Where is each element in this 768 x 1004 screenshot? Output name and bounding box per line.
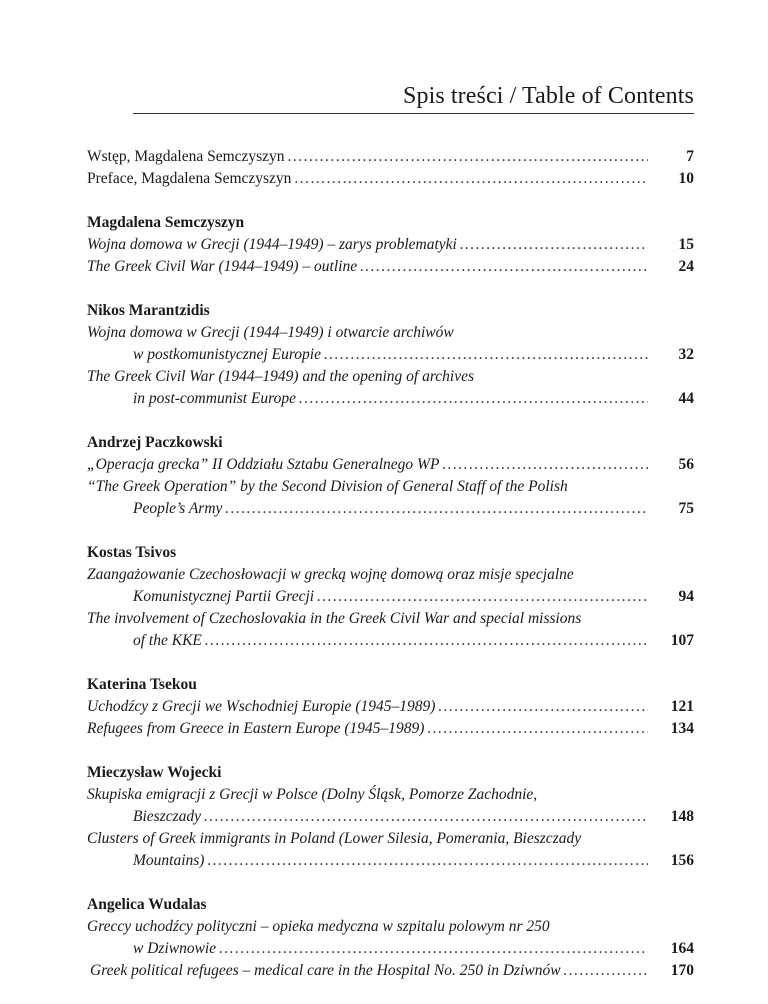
toc-entry-line xyxy=(87,168,694,190)
dot-leader xyxy=(204,850,648,872)
page-number: 32 xyxy=(678,346,694,363)
toc-entry[interactable] xyxy=(87,564,694,608)
toc-section xyxy=(87,300,694,410)
toc-entry[interactable] xyxy=(87,322,694,366)
page-number: 24 xyxy=(678,258,694,275)
dot-leader xyxy=(222,498,648,520)
section-author: Nikos Marantzidis xyxy=(87,302,210,319)
toc-entry-line xyxy=(87,630,694,652)
page-number: 164 xyxy=(670,940,694,957)
toc-entry-line xyxy=(87,388,694,410)
toc-entry-title: of the KKE xyxy=(133,632,202,649)
toc-entry-title: Clusters of Greek immigrants in Poland (Lower Silesia, Pomerania, Bieszczady xyxy=(87,830,582,847)
toc-entry-line xyxy=(87,256,694,278)
toc-entry-title: Zaangażowanie Czechosłowacji w grecką wojnę domową oraz misje specjalne xyxy=(87,566,574,583)
toc-entry-title: The Greek Civil War (1944–1949) – outline xyxy=(87,258,358,275)
toc-entry-title: The Greek Civil War (1944–1949) and the opening of archives xyxy=(87,368,475,385)
dot-leader xyxy=(424,718,648,740)
toc-section xyxy=(87,674,694,740)
toc-entry-title: Wojna domowa w Grecji (1944–1949) – zarys problematyki xyxy=(87,236,457,253)
toc-entry-line xyxy=(87,784,694,806)
toc-entry-title: The involvement of Czechoslovakia in the Greek Civil War and special missions xyxy=(87,610,582,627)
toc-entry[interactable] xyxy=(87,718,694,740)
toc-entry-line xyxy=(87,938,694,960)
toc-entry-title: Wojna domowa w Grecji (1944–1949) i otwarcie archiwów xyxy=(87,324,454,341)
toc-entry[interactable] xyxy=(87,168,694,190)
toc-section xyxy=(87,762,694,872)
section-author: Mieczysław Wojecki xyxy=(87,764,222,781)
toc-entry-line xyxy=(87,344,694,366)
toc-entry-title: Uchodźcy z Grecji we Wschodniej Europie (1945–1989) xyxy=(87,698,436,715)
page-number: 44 xyxy=(678,390,694,407)
dot-leader xyxy=(561,960,648,982)
page-number: 121 xyxy=(670,698,694,715)
toc-entry-title: Greek political refugees – medical care in the Hospital No. 250 in Dziwnów xyxy=(90,962,561,979)
toc-entry-line xyxy=(87,696,694,718)
toc-entry-title: People’s Army xyxy=(133,500,223,517)
dot-leader xyxy=(314,586,648,608)
toc-entry[interactable] xyxy=(87,234,694,256)
toc-entry[interactable] xyxy=(87,784,694,828)
toc-entry[interactable] xyxy=(87,960,694,982)
section-author: Kostas Tsivos xyxy=(87,544,177,561)
toc-entry-line xyxy=(87,476,694,498)
dot-leader xyxy=(216,938,648,960)
toc-entry-title: Refugees from Greece in Eastern Europe (1945–1989) xyxy=(87,720,425,737)
toc-entry[interactable] xyxy=(87,476,694,520)
toc-entry-line xyxy=(87,366,694,388)
dot-leader xyxy=(202,630,648,652)
toc-entry[interactable] xyxy=(87,366,694,410)
toc-entry-line xyxy=(87,564,694,586)
toc-entry-title: w postkomunistycznej Europie xyxy=(133,346,321,363)
dot-leader xyxy=(285,146,648,168)
toc-entry-line xyxy=(87,850,694,872)
page-number: 15 xyxy=(678,236,694,253)
toc-entry-line xyxy=(87,916,694,938)
page-number: 94 xyxy=(678,588,694,605)
page-number: 7 xyxy=(686,148,694,165)
toc-entry[interactable] xyxy=(87,454,694,476)
table-of-contents xyxy=(87,146,694,1004)
section-author: Katerina Tsekou xyxy=(87,676,197,693)
toc-entry-title: Bieszczady xyxy=(133,808,202,825)
page-number: 156 xyxy=(670,852,694,869)
toc-section xyxy=(87,212,694,278)
toc-entry-title: Wstęp, Magdalena Semczyszyn xyxy=(87,148,285,165)
section-author: Andrzej Paczkowski xyxy=(87,434,223,451)
toc-entry-line xyxy=(87,718,694,740)
dot-leader xyxy=(291,168,648,190)
toc-entry[interactable] xyxy=(87,828,694,872)
dot-leader xyxy=(435,696,648,718)
toc-entry-title: Skupiska emigracji z Grecji w Polsce (Dolny Śląsk, Pomorze Zachodnie, xyxy=(87,786,538,803)
dot-leader xyxy=(357,256,648,278)
page-number: 56 xyxy=(678,456,694,473)
toc-entry-line xyxy=(87,806,694,828)
page-number: 107 xyxy=(670,632,694,649)
toc-entry-title: Komunistycznej Partii Grecji xyxy=(133,588,315,605)
dot-leader xyxy=(439,454,648,476)
toc-entry-line xyxy=(87,498,694,520)
page-title: Spis treści / Table of Contents xyxy=(403,83,694,109)
page-number: 75 xyxy=(678,500,694,517)
dot-leader xyxy=(321,344,648,366)
toc-entry-line xyxy=(87,322,694,344)
toc-section xyxy=(87,894,694,982)
section-author: Angelica Wudalas xyxy=(87,896,207,913)
toc-entry-title: “The Greek Operation” by the Second Division of General Staff of the Polish xyxy=(87,478,568,495)
toc-entry-line xyxy=(87,234,694,256)
toc-section xyxy=(87,542,694,652)
page-number: 170 xyxy=(670,962,694,979)
toc-entry-title: w Dziwnowie xyxy=(133,940,217,957)
toc-entry[interactable] xyxy=(87,146,694,168)
page-number: 10 xyxy=(678,170,694,187)
toc-entry-line xyxy=(87,454,694,476)
toc-entry-title: in post-communist Europe xyxy=(133,390,297,407)
toc-entry-title: Preface, Magdalena Semczyszyn xyxy=(87,170,292,187)
dot-leader xyxy=(201,806,648,828)
toc-entry-line xyxy=(87,828,694,850)
toc-entry[interactable] xyxy=(87,256,694,278)
page-number: 148 xyxy=(670,808,694,825)
toc-entry-title: „Operacja grecka” II Oddziału Sztabu Generalnego WP xyxy=(87,456,440,473)
dot-leader xyxy=(457,234,648,256)
toc-section xyxy=(87,432,694,520)
toc-entry[interactable] xyxy=(87,608,694,652)
toc-entry-line xyxy=(87,146,694,168)
toc-entry[interactable] xyxy=(87,916,694,960)
page-number: 134 xyxy=(670,720,694,737)
dot-leader xyxy=(296,388,648,410)
toc-entry[interactable] xyxy=(87,696,694,718)
toc-entry-line xyxy=(87,586,694,608)
toc-entry-line xyxy=(87,960,694,982)
toc-entry-title: Mountains) xyxy=(133,852,205,869)
toc-entry-line xyxy=(87,608,694,630)
section-author: Magdalena Semczyszyn xyxy=(87,214,245,231)
toc-intro-section xyxy=(87,146,694,190)
toc-entry-title: Greccy uchodźcy polityczni – opieka medyczna w szpitalu polowym nr 250 xyxy=(87,918,550,935)
title-divider xyxy=(133,113,694,114)
